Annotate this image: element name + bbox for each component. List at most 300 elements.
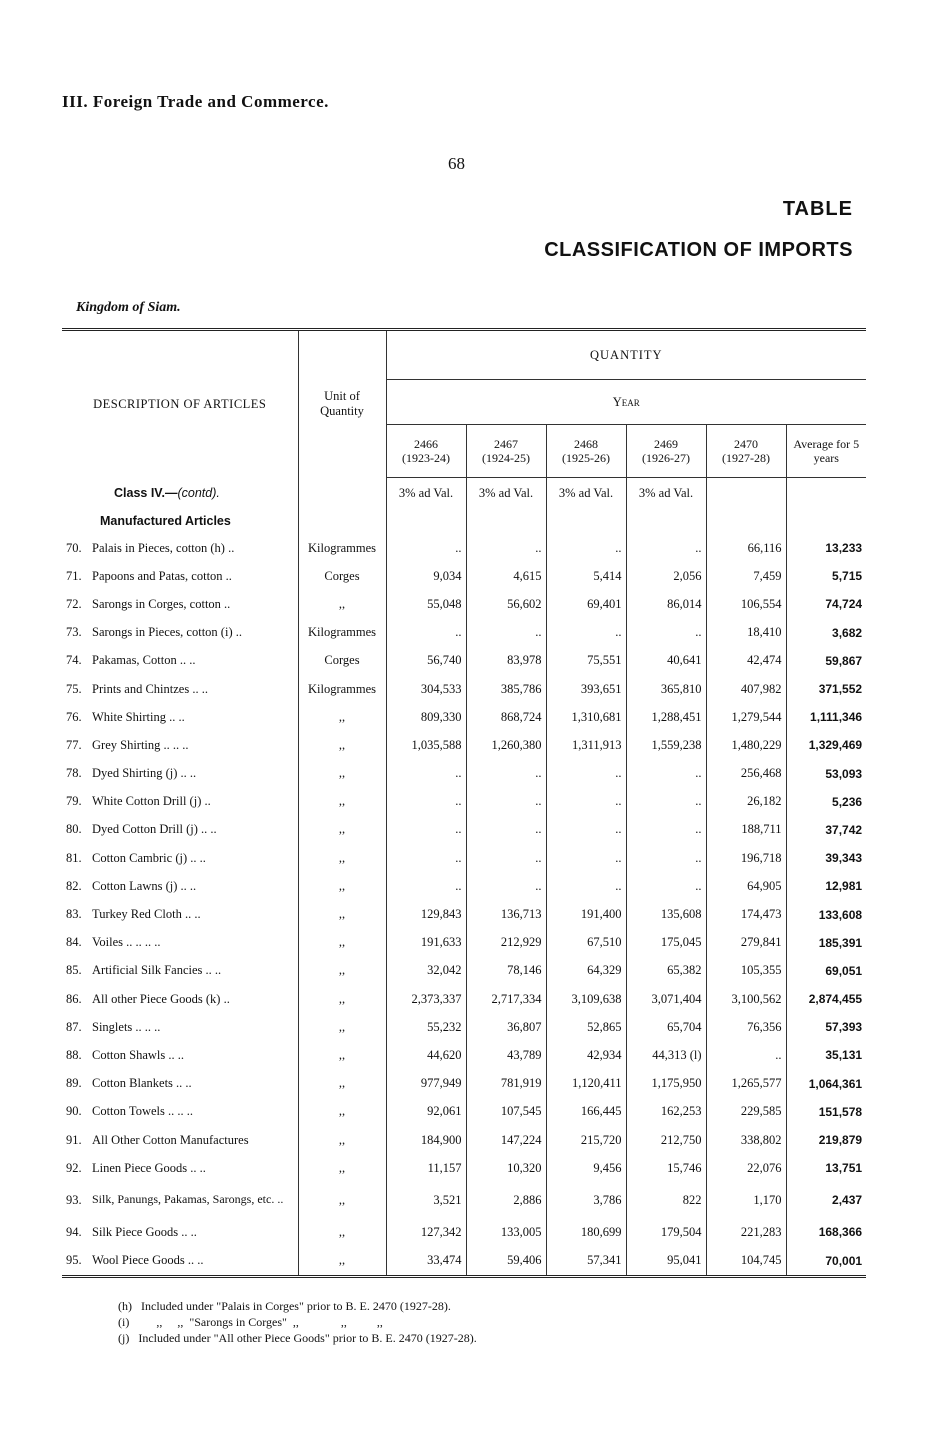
article-name: Cotton Lawns (j) .. .. [92,878,197,893]
class-label [62,478,298,509]
duty-basis: 3% ad Val. [466,478,546,509]
quantity-value: 83,978 [466,647,546,675]
table-row [62,816,866,844]
quantity-value: 2,717,334 [466,985,546,1013]
article-name: Grey Shirting .. .. .. [92,737,189,752]
quantity-value-2470: 76,356 [706,1013,786,1041]
quantity-value: 2,886 [466,1182,546,1218]
average-value: 168,366 [818,1225,863,1240]
article-description [62,957,298,985]
article-number: 83. [66,907,82,922]
article-description [62,1041,298,1069]
article-number: 85. [66,963,82,978]
average-value: 219,879 [818,1133,863,1148]
article-description [62,816,298,844]
table-row [62,1182,866,1218]
article-number: 82. [66,878,82,893]
article-description [62,1098,298,1126]
article-description [62,590,298,618]
article-name: Dyed Shirting (j) .. .. [92,766,197,781]
article-description [62,675,298,703]
quantity-value: .. [546,760,626,788]
article-name: White Shirting .. .. [92,709,185,724]
quantity-value: 212,750 [626,1126,706,1154]
class-label-text: Class IV.— [114,485,178,500]
average-value: 53,093 [825,766,863,781]
quantity-value: 1,559,238 [626,731,706,759]
table-row [62,844,866,872]
article-number: 89. [66,1076,82,1091]
year-be: 2470 [734,437,758,451]
article-name: All Other Cotton Manufactures [92,1132,249,1147]
quantity-value: 43,789 [466,1041,546,1069]
quantity-value: 822 [626,1182,706,1218]
article-description [62,1218,298,1246]
footnote: (i) ,, ,, "Sarongs in Corges" ,, ,, ,, [118,1315,383,1329]
article-name: Artificial Silk Fancies .. .. [92,963,222,978]
quantity-value-2470: 279,841 [706,929,786,957]
year-column-4 [706,425,786,478]
unit-of-quantity: ,, [298,1013,386,1041]
table-row [62,1041,866,1069]
unit-of-quantity: ,, [298,1041,386,1069]
average-value: 2,874,455 [808,992,863,1007]
article-name: Dyed Cotton Drill (j) .. .. [92,822,217,837]
quantity-value: .. [466,534,546,562]
table-row [62,1247,866,1275]
unit-of-quantity: ,, [298,760,386,788]
article-description [62,647,298,675]
quantity-value-2470: 64,905 [706,872,786,900]
quantity-value: 92,061 [386,1098,466,1126]
quantity-value: 75,551 [546,647,626,675]
quantity-value-2470: 3,100,562 [706,985,786,1013]
unit-of-quantity: ,, [298,1070,386,1098]
article-name: Cotton Blankets .. .. [92,1076,192,1091]
quantity-value: .. [546,788,626,816]
article-description [62,872,298,900]
average-value: 1,064,361 [808,1076,863,1091]
quantity-value: .. [386,788,466,816]
quantity-value: .. [466,760,546,788]
table-row [62,929,866,957]
average-value: 74,724 [825,597,863,612]
quantity-value: 78,146 [466,957,546,985]
article-number: 76. [66,709,82,724]
unit-of-quantity: ,, [298,1182,386,1218]
quantity-value: .. [546,872,626,900]
article-number: 79. [66,794,82,809]
year-be: 2467 [494,437,518,451]
quantity-value-2470: 221,283 [706,1218,786,1246]
average-value: 12,981 [825,879,863,894]
article-number: 86. [66,991,82,1006]
year-ce: (1924-25) [482,451,530,465]
unit-cell [298,478,386,509]
quantity-value: 179,504 [626,1218,706,1246]
article-name: Wool Piece Goods .. .. [92,1253,204,1268]
year-be: 2469 [654,437,678,451]
quantity-value: .. [546,816,626,844]
average-value: 133,608 [818,907,863,922]
article-name: Voiles .. .. .. .. [92,935,161,950]
article-number: 91. [66,1132,82,1147]
quantity-value: 3,071,404 [626,985,706,1013]
quantity-value: 15,746 [626,1154,706,1182]
unit-of-quantity: ,, [298,900,386,928]
table-row [62,1218,866,1246]
quantity-value: 95,041 [626,1247,706,1275]
average-value: 3,682 [832,625,863,640]
footnote: (j) Included under "All other Piece Goods" prior to B. E. 2470 (1927-28). [118,1331,477,1345]
article-name: Papoons and Patas, cotton .. [92,568,232,583]
kingdom-label: Kingdom of Siam. [76,300,181,315]
quantity-value-2470: 66,116 [706,534,786,562]
page-number: 68 [448,154,465,173]
year-ce: (1925-26) [562,451,610,465]
article-number: 75. [66,681,82,696]
quantity-value: .. [466,844,546,872]
table-row [62,760,866,788]
article-description [62,1154,298,1182]
article-description [62,760,298,788]
article-number: 71. [66,568,82,583]
article-name: All other Piece Goods (k) .. [92,991,230,1006]
quantity-value: 55,232 [386,1013,466,1041]
article-number: 70. [66,540,82,555]
description-header: DESCRIPTION OF ARTICLES [62,331,298,478]
unit-of-quantity: ,, [298,1218,386,1246]
average-value: 5,715 [832,569,863,584]
table-row [62,1126,866,1154]
duty-basis: 3% ad Val. [386,478,466,509]
quantity-value: 133,005 [466,1218,546,1246]
quantity-value: .. [546,619,626,647]
empty-cell [786,478,866,509]
duty-basis: 3% ad Val. [546,478,626,509]
quantity-value: 3,109,638 [546,985,626,1013]
quantity-value: 1,311,913 [546,731,626,759]
quantity-value: 191,400 [546,900,626,928]
article-name: Sarongs in Corges, cotton .. [92,596,231,611]
quantity-value: 11,157 [386,1154,466,1182]
table-row [62,1098,866,1126]
quantity-value: 365,810 [626,675,706,703]
table-row [62,985,866,1013]
quantity-value: .. [626,816,706,844]
quantity-value: 1,288,451 [626,703,706,731]
quantity-value: 1,175,950 [626,1070,706,1098]
quantity-value: .. [466,788,546,816]
average-value: 13,751 [825,1161,863,1176]
article-description [62,703,298,731]
table-row [62,872,866,900]
year-column-1 [466,425,546,478]
article-number: 81. [66,850,82,865]
quantity-value-2470: .. [706,1041,786,1069]
average-value: 2,437 [832,1193,863,1208]
quantity-value: 65,704 [626,1013,706,1041]
unit-of-quantity: ,, [298,590,386,618]
quantity-value: 4,615 [466,562,546,590]
unit-of-quantity: ,, [298,816,386,844]
table-row [62,900,866,928]
article-description [62,1013,298,1041]
table-body [62,478,866,1275]
table-row [62,1154,866,1182]
quantity-value: 5,414 [546,562,626,590]
quantity-value-2470: 1,279,544 [706,703,786,731]
article-name: Sarongs in Pieces, cotton (i) .. [92,625,242,640]
quantity-value: 162,253 [626,1098,706,1126]
article-description [62,731,298,759]
article-description [62,1247,298,1275]
average-value: 57,393 [825,1020,863,1035]
quantity-value: 9,456 [546,1154,626,1182]
average-value: 59,867 [825,653,863,668]
article-name: Cotton Cambric (j) .. .. [92,850,206,865]
quantity-value: 33,474 [386,1247,466,1275]
article-name: Prints and Chintzes .. .. [92,681,208,696]
quantity-value: 32,042 [386,957,466,985]
article-description [62,619,298,647]
table-row [62,703,866,731]
article-number: 78. [66,766,82,781]
quantity-value: .. [626,844,706,872]
quantity-value: 393,651 [546,675,626,703]
quantity-value: 385,786 [466,675,546,703]
class-contd: (contd). [177,485,220,500]
article-number: 72. [66,596,82,611]
year-column-0 [386,425,466,478]
footnotes [118,1298,477,1346]
quantity-value-2470: 338,802 [706,1126,786,1154]
quantity-value: 166,445 [546,1098,626,1126]
table-row [62,562,866,590]
quantity-value-2470: 188,711 [706,816,786,844]
average-value: 1,329,469 [808,738,863,753]
quantity-value: 1,120,411 [546,1070,626,1098]
article-name: White Cotton Drill (j) .. [92,794,211,809]
average-value: 185,391 [818,935,863,950]
average-value: 39,343 [825,851,863,866]
year-be: 2466 [414,437,438,451]
unit-of-quantity: Kilogrammes [298,675,386,703]
quantity-value: 147,224 [466,1126,546,1154]
quantity-value: 1,035,588 [386,731,466,759]
article-name: Silk, Panungs, Pakamas, Sarongs, etc. .. [92,1191,284,1206]
quantity-value: 175,045 [626,929,706,957]
article-description [62,900,298,928]
quantity-value: .. [386,534,466,562]
year-be: 2468 [574,437,598,451]
imports-table [62,331,866,1275]
quantity-value: .. [386,760,466,788]
quantity-value: 36,807 [466,1013,546,1041]
year-column-2 [546,425,626,478]
unit-of-quantity: Kilogrammes [298,619,386,647]
quantity-value: 3,521 [386,1182,466,1218]
article-name: Linen Piece Goods .. .. [92,1160,206,1175]
quantity-value: 67,510 [546,929,626,957]
unit-of-quantity: ,, [298,703,386,731]
quantity-value: 44,620 [386,1041,466,1069]
unit-of-quantity: ,, [298,1126,386,1154]
quantity-value: 57,341 [546,1247,626,1275]
quantity-value: 10,320 [466,1154,546,1182]
quantity-value: 212,929 [466,929,546,957]
unit-of-quantity: ,, [298,957,386,985]
quantity-value-2470: 42,474 [706,647,786,675]
unit-of-quantity: Kilogrammes [298,534,386,562]
quantity-value: 129,843 [386,900,466,928]
year-ce: (1923-24) [402,451,450,465]
quantity-value: 9,034 [386,562,466,590]
quantity-value: .. [466,816,546,844]
article-description [62,844,298,872]
article-description [62,1182,298,1218]
duty-basis: 3% ad Val. [626,478,706,509]
year-header: Year [386,380,866,425]
quantity-value: .. [386,816,466,844]
unit-of-quantity: ,, [298,1154,386,1182]
average-header: Average for 5 years [786,425,866,478]
article-number: 73. [66,625,82,640]
article-number: 77. [66,737,82,752]
quantity-value-2470: 1,170 [706,1182,786,1218]
quantity-value: 56,740 [386,647,466,675]
quantity-value: 215,720 [546,1126,626,1154]
quantity-value: 2,056 [626,562,706,590]
quantity-value-2470: 104,745 [706,1247,786,1275]
quantity-value-2470: 1,265,577 [706,1070,786,1098]
average-value: 5,236 [832,794,863,809]
average-value: 371,552 [818,682,863,697]
footnote: (h) Included under "Palais in Corges" prior to B. E. 2470 (1927-28). [118,1299,451,1313]
empty-cell [386,508,466,534]
quantity-value: 56,602 [466,590,546,618]
quantity-value: 977,949 [386,1070,466,1098]
unit-of-quantity: Corges [298,647,386,675]
unit-cell [298,508,386,534]
article-description [62,562,298,590]
quantity-value: 69,401 [546,590,626,618]
article-number: 93. [66,1192,82,1207]
empty-cell [466,508,546,534]
quantity-value: 1,260,380 [466,731,546,759]
table-heading: TABLE [782,198,853,220]
article-number: 80. [66,822,82,837]
article-name: Singlets .. .. .. [92,1019,161,1034]
quantity-value-2470: 1,480,229 [706,731,786,759]
quantity-value: .. [626,788,706,816]
year-ce: (1927-28) [722,451,770,465]
average-value: 151,578 [818,1104,863,1119]
table-title: CLASSIFICATION OF IMPORTS [544,239,853,261]
quantity-value: .. [546,534,626,562]
quantity-value: .. [466,619,546,647]
quantity-value: 781,919 [466,1070,546,1098]
subheading: Manufactured Articles [62,508,298,534]
article-number: 74. [66,653,82,668]
empty-cell [786,508,866,534]
quantity-value-2470: 26,182 [706,788,786,816]
article-name: Pakamas, Cotton .. .. [92,653,196,668]
empty-cell [706,508,786,534]
quantity-value: 809,330 [386,703,466,731]
average-value: 69,051 [825,963,863,978]
quantity-value: 107,545 [466,1098,546,1126]
quantity-value-2470: 407,982 [706,675,786,703]
class-row [62,478,866,509]
year-ce: (1926-27) [642,451,690,465]
quantity-header: QUANTITY [386,331,866,380]
quantity-value: .. [626,872,706,900]
unit-of-quantity: ,, [298,844,386,872]
quantity-value-2470: 174,473 [706,900,786,928]
table-row [62,590,866,618]
article-number: 87. [66,1019,82,1034]
quantity-value: 304,533 [386,675,466,703]
article-description [62,1126,298,1154]
quantity-value: 191,633 [386,929,466,957]
quantity-value: 180,699 [546,1218,626,1246]
article-description [62,985,298,1013]
table-row [62,647,866,675]
article-name: Palais in Pieces, cotton (h) .. [92,540,235,555]
quantity-value: 1,310,681 [546,703,626,731]
average-value: 35,131 [825,1048,863,1063]
section-title: III. Foreign Trade and Commerce. [62,92,329,111]
table-row [62,788,866,816]
quantity-value: 127,342 [386,1218,466,1246]
average-value: 1,111,346 [810,710,863,725]
table-row [62,675,866,703]
quantity-value: .. [546,844,626,872]
quantity-value: 3,786 [546,1182,626,1218]
quantity-value: 184,900 [386,1126,466,1154]
quantity-value-2470: 18,410 [706,619,786,647]
imports-table-frame [62,328,866,1278]
quantity-value: .. [626,534,706,562]
subheading-row [62,508,866,534]
unit-of-quantity: ,, [298,788,386,816]
quantity-value: .. [626,619,706,647]
quantity-value: 2,373,337 [386,985,466,1013]
quantity-value: .. [626,760,706,788]
article-number: 94. [66,1224,82,1239]
quantity-value: .. [386,619,466,647]
average-value: 70,001 [825,1253,863,1268]
average-value: 37,742 [825,822,863,837]
table-row [62,731,866,759]
article-description [62,534,298,562]
quantity-value: 868,724 [466,703,546,731]
article-number: 90. [66,1104,82,1119]
article-description [62,788,298,816]
unit-of-quantity: ,, [298,1247,386,1275]
unit-of-quantity: Corges [298,562,386,590]
quantity-value-2470: 229,585 [706,1098,786,1126]
quantity-value: 55,048 [386,590,466,618]
table-row [62,619,866,647]
article-number: 88. [66,1047,82,1062]
quantity-value-2470: 256,468 [706,760,786,788]
article-name: Cotton Shawls .. .. [92,1047,185,1062]
quantity-value: 86,014 [626,590,706,618]
quantity-value-2470: 7,459 [706,562,786,590]
table-row [62,1013,866,1041]
